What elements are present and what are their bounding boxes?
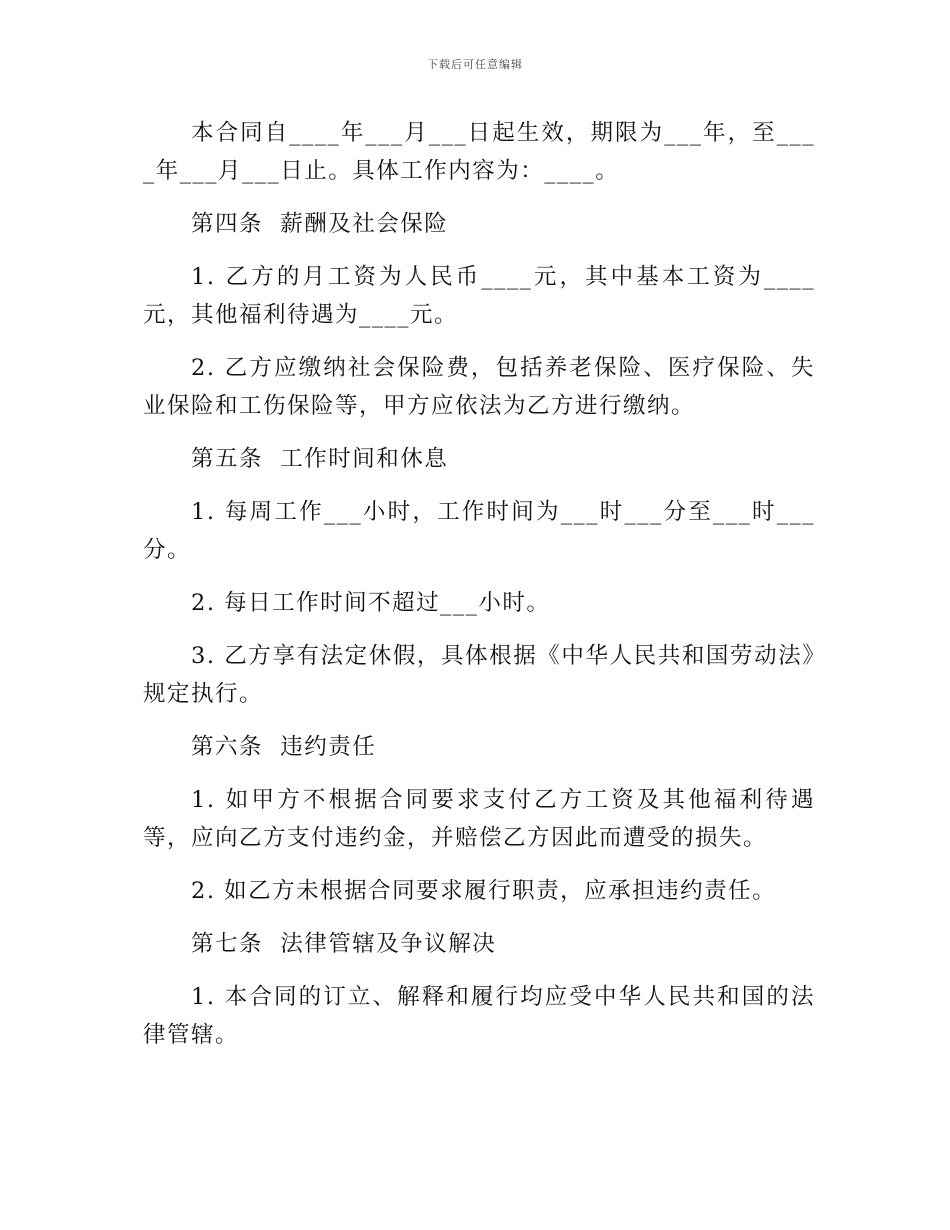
- page-header-note: 下载后可任意编辑: [427, 58, 523, 71]
- article-7-item-1: 1. 本合同的订立、解释和履行均应受中华人民共和国的法律管辖。: [143, 984, 815, 1048]
- article-4-heading: 第四条 薪酬及社会保险: [191, 211, 449, 237]
- article-7-heading: 第七条 法律管辖及争议解决: [191, 931, 497, 957]
- article-4-item-2: 2. 乙方应缴纳社会保险费，包括养老保险、医疗保险、失业保险和工伤保险等，甲方应依法为乙方进行缴纳。: [143, 355, 815, 419]
- document-body: [143, 114, 815, 1069]
- article-5-item-1: 1. 每周工作___小时，工作时间为___时___分至___时___分。: [143, 499, 815, 563]
- article-4-item-1: 1. 乙方的月工资为人民币____元，其中基本工资为____元，其他福利待遇为____元。: [143, 264, 815, 328]
- article-5-item-2: 2. 每日工作时间不超过___小时。: [191, 590, 551, 616]
- article-5-heading: 第五条 工作时间和休息: [191, 446, 449, 472]
- article-6-item-2: 2. 如乙方未根据合同要求履行职责，应承担违约责任。: [191, 878, 777, 904]
- clause-effective-period: 本合同自____年___月___日起生效，期限为___年，至____年___月___日止。具体工作内容为：____。: [143, 120, 815, 184]
- article-6-item-1: 1. 如甲方不根据合同要求支付乙方工资及其他福利待遇等，应向乙方支付违约金，并赔偿乙方因此而遭受的损失。: [143, 787, 815, 851]
- article-5-item-3: 3. 乙方享有法定休假，具体根据《中华人民共和国劳动法》规定执行。: [143, 643, 815, 707]
- article-6-heading: 第六条 违约责任: [191, 734, 377, 760]
